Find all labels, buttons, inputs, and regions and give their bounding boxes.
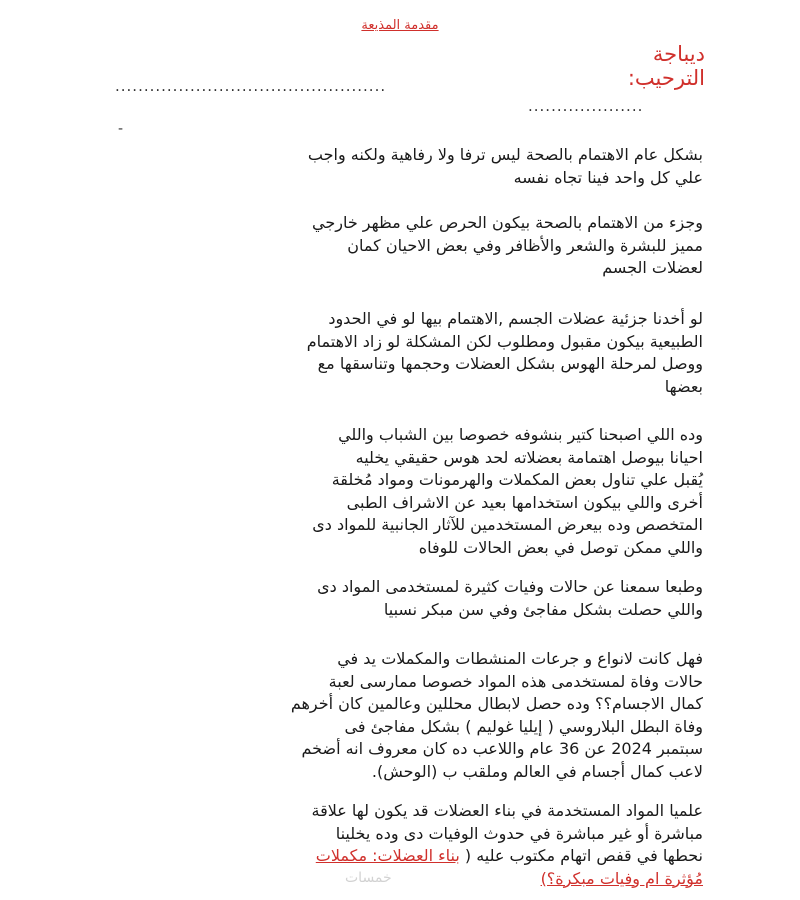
- announcer-intro-label: مقدمة المذيعة: [361, 18, 439, 33]
- watermark: خمسات: [345, 870, 392, 886]
- paragraph-1: [103, 144, 703, 189]
- text-line: واللي ممكن توصل في بعض الحالات للوفاه: [418, 537, 703, 557]
- text-line: لعضلات الجسم: [602, 258, 703, 277]
- text-line: وفاة البطل البلاروسي ( إيليا غوليم ) بشكل مفاجئ فى: [344, 716, 703, 736]
- paragraph-5: [103, 576, 703, 621]
- text-line: وطبعا سمعنا عن حالات وفيات كثيرة لمستخدمى المواد دى: [317, 577, 703, 596]
- text-line: مباشرة أو غير مباشرة في حدوث الوفيات دى وده يخلينا: [335, 823, 703, 843]
- highlighted-title: بناء العضلات: مكملات: [315, 846, 460, 865]
- paragraph-3: [103, 308, 703, 398]
- dotted-line-2: ....................: [528, 97, 644, 115]
- text-line: احيانا بيوصل اهتمامة بعضلاته لحد هوس حقيقي يخليه: [355, 447, 703, 467]
- text-line: وجزء من الاهتمام بالصحة بيكون الحرص علي مظهر خارجي: [311, 213, 703, 232]
- text-line: كمال الاجسام؟؟ وده حصل لابطال محللين وعالمين كان أخرهم: [290, 694, 703, 713]
- paragraph-7: [103, 800, 703, 890]
- dash-marker: -: [118, 121, 124, 137]
- text-line: فهل كانت لانواع و جرعات المنشطات والمكملات يد في: [337, 649, 703, 668]
- text-line: علي كل واحد فينا تجاه نفسه: [513, 167, 703, 187]
- text-line: يُقبل علي تناول بعض المكملات والهرمونات ومواد مُخلقة: [331, 470, 703, 489]
- text-line: المتخصص وده بيعرض المستخدمين للآثار الجانبية للمواد دى: [312, 515, 703, 534]
- text-line: واللي حصلت بشكل مفاجئ وفي سن مبكر نسبيا: [383, 599, 703, 619]
- text-line: سبتمبر 2024 عن 36 عام واللاعب ده كان معروف انه أضخم: [301, 739, 703, 758]
- text-line: وده اللي اصبحنا كتير بنشوفه خصوصا بين الشباب واللي: [338, 425, 703, 444]
- welcome-heading: الترحيب:: [627, 66, 705, 90]
- text-line: لاعب كمال أجسام في العالم وملقب ب (الوحش).: [371, 761, 703, 781]
- dotted-line-1: ...............................................: [115, 77, 387, 95]
- paragraph-2: [103, 212, 703, 280]
- text-line: ووصل لمرحلة الهوس بشكل العضلات وحجمها وتناسقها مع: [317, 354, 703, 373]
- text-line: لو أخدنا جزئية عضلات الجسم ,الاهتمام بيها لو في الحدود: [328, 309, 703, 328]
- text-line: حالات وفاة لمستخدمى هذه المواد خصوصا ممارسى لعبة: [328, 671, 703, 691]
- text-line: أخرى واللي بيكون استخدامها بعيد عن الاشراف الطبى: [346, 492, 703, 512]
- text-line: مميز للبشرة والشعر والأظافر وفي بعض الاحيان كمان: [347, 235, 703, 255]
- text-line: [103, 845, 703, 868]
- highlighted-title-continued: مُؤثرة ام وفيات مبكرة؟): [540, 868, 703, 888]
- paragraph-6: [103, 648, 703, 783]
- preamble-heading: ديباجة: [652, 42, 705, 66]
- text-line: علميا المواد المستخدمة في بناء العضلات قد يكون لها علاقة: [311, 801, 703, 820]
- text-segment: نحطها في قفص اتهام مكتوب عليه (: [464, 846, 703, 865]
- text-line: بعضها: [664, 376, 703, 396]
- text-line: بشكل عام الاهتمام بالصحة ليس ترفا ولا رفاهية ولكنه واجب: [307, 145, 703, 164]
- text-line: الطبيعية بيكون مقبول ومطلوب لكن المشكلة لو زاد الاهتمام: [306, 331, 703, 351]
- text-line: [103, 868, 703, 891]
- paragraph-4: [103, 424, 703, 559]
